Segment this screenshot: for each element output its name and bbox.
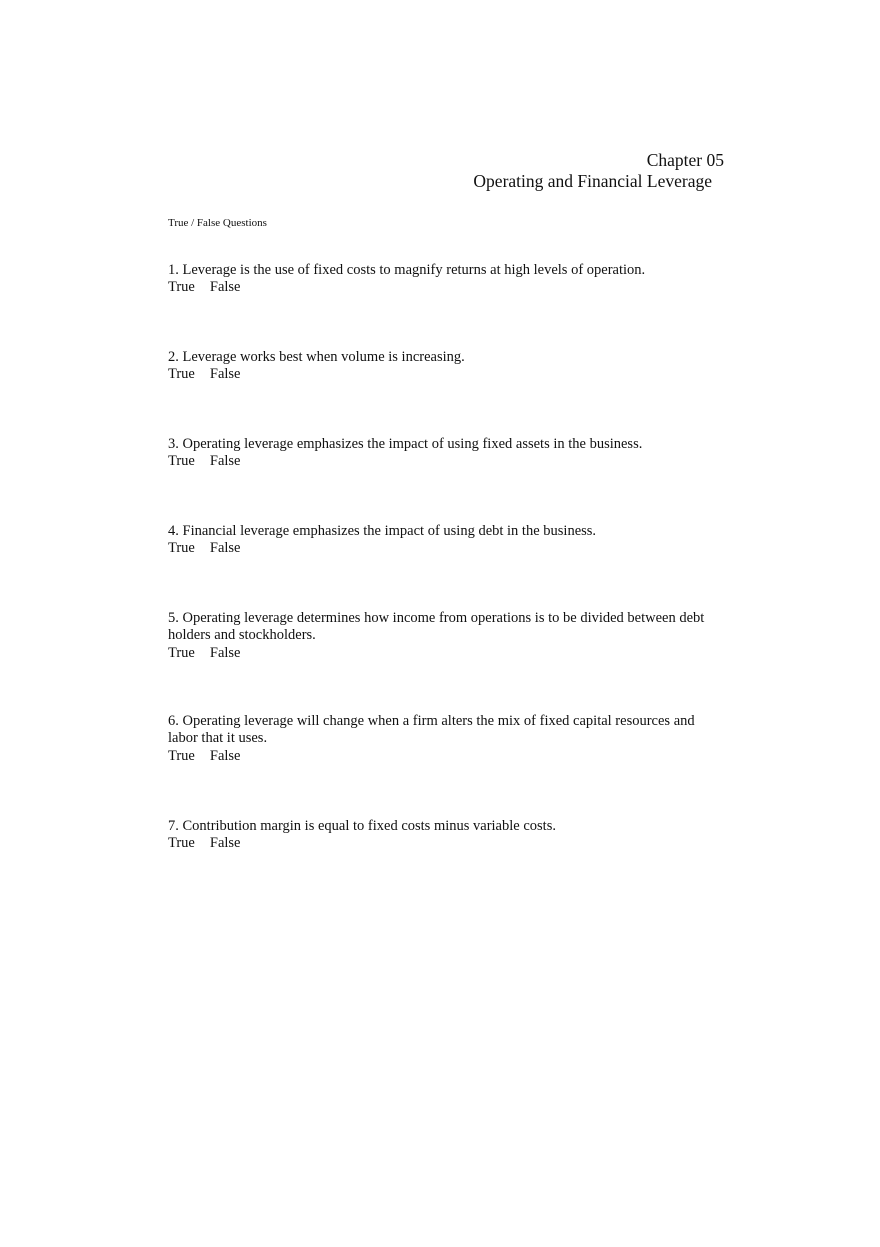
question-2 [168, 349, 728, 384]
false-option[interactable]: False [209, 366, 241, 383]
chapter-header [473, 150, 724, 192]
false-option[interactable]: False [209, 453, 241, 470]
question-text: 4. Financial leverage emphasizes the impact of using debt in the business. [168, 523, 597, 539]
chapter-number: Chapter 05 [646, 150, 724, 170]
true-option[interactable]: True [168, 279, 195, 296]
question-4 [168, 523, 728, 558]
question-text: 2. Leverage works best when volume is increasing. [168, 349, 465, 365]
true-option[interactable]: True [168, 540, 195, 557]
false-option[interactable]: False [209, 835, 241, 852]
chapter-title: Operating and Financial Leverage [473, 171, 712, 191]
true-option[interactable]: True [168, 747, 195, 764]
false-option[interactable]: False [209, 279, 241, 296]
question-text: 5. Operating leverage determines how income from operations is to be divided between debt holders and stockholders. [168, 610, 705, 644]
section-label: True / False Questions [168, 217, 267, 229]
question-text: 1. Leverage is the use of fixed costs to magnify returns at high levels of operation. [168, 262, 646, 278]
true-option[interactable]: True [168, 644, 195, 661]
true-option[interactable]: True [168, 835, 195, 852]
true-option[interactable]: True [168, 453, 195, 470]
question-7 [168, 818, 728, 853]
answer-choices [168, 366, 728, 383]
answer-choices [168, 645, 728, 662]
true-option[interactable]: True [168, 366, 195, 383]
question-text: 3. Operating leverage emphasizes the impact of using fixed assets in the business. [168, 436, 643, 452]
question-3 [168, 436, 728, 471]
question-text: 7. Contribution margin is equal to fixed costs minus variable costs. [168, 818, 556, 834]
answer-choices [168, 835, 728, 852]
false-option[interactable]: False [209, 747, 241, 764]
answer-choices [168, 279, 728, 296]
question-6 [168, 713, 728, 765]
question-5 [168, 610, 728, 662]
question-1 [168, 262, 728, 297]
false-option[interactable]: False [209, 540, 241, 557]
question-text: 6. Operating leverage will change when a firm alters the mix of fixed capital resources and labor that it uses. [168, 713, 695, 747]
answer-choices [168, 540, 728, 557]
answer-choices [168, 748, 728, 765]
answer-choices [168, 453, 728, 470]
false-option[interactable]: False [209, 644, 241, 661]
